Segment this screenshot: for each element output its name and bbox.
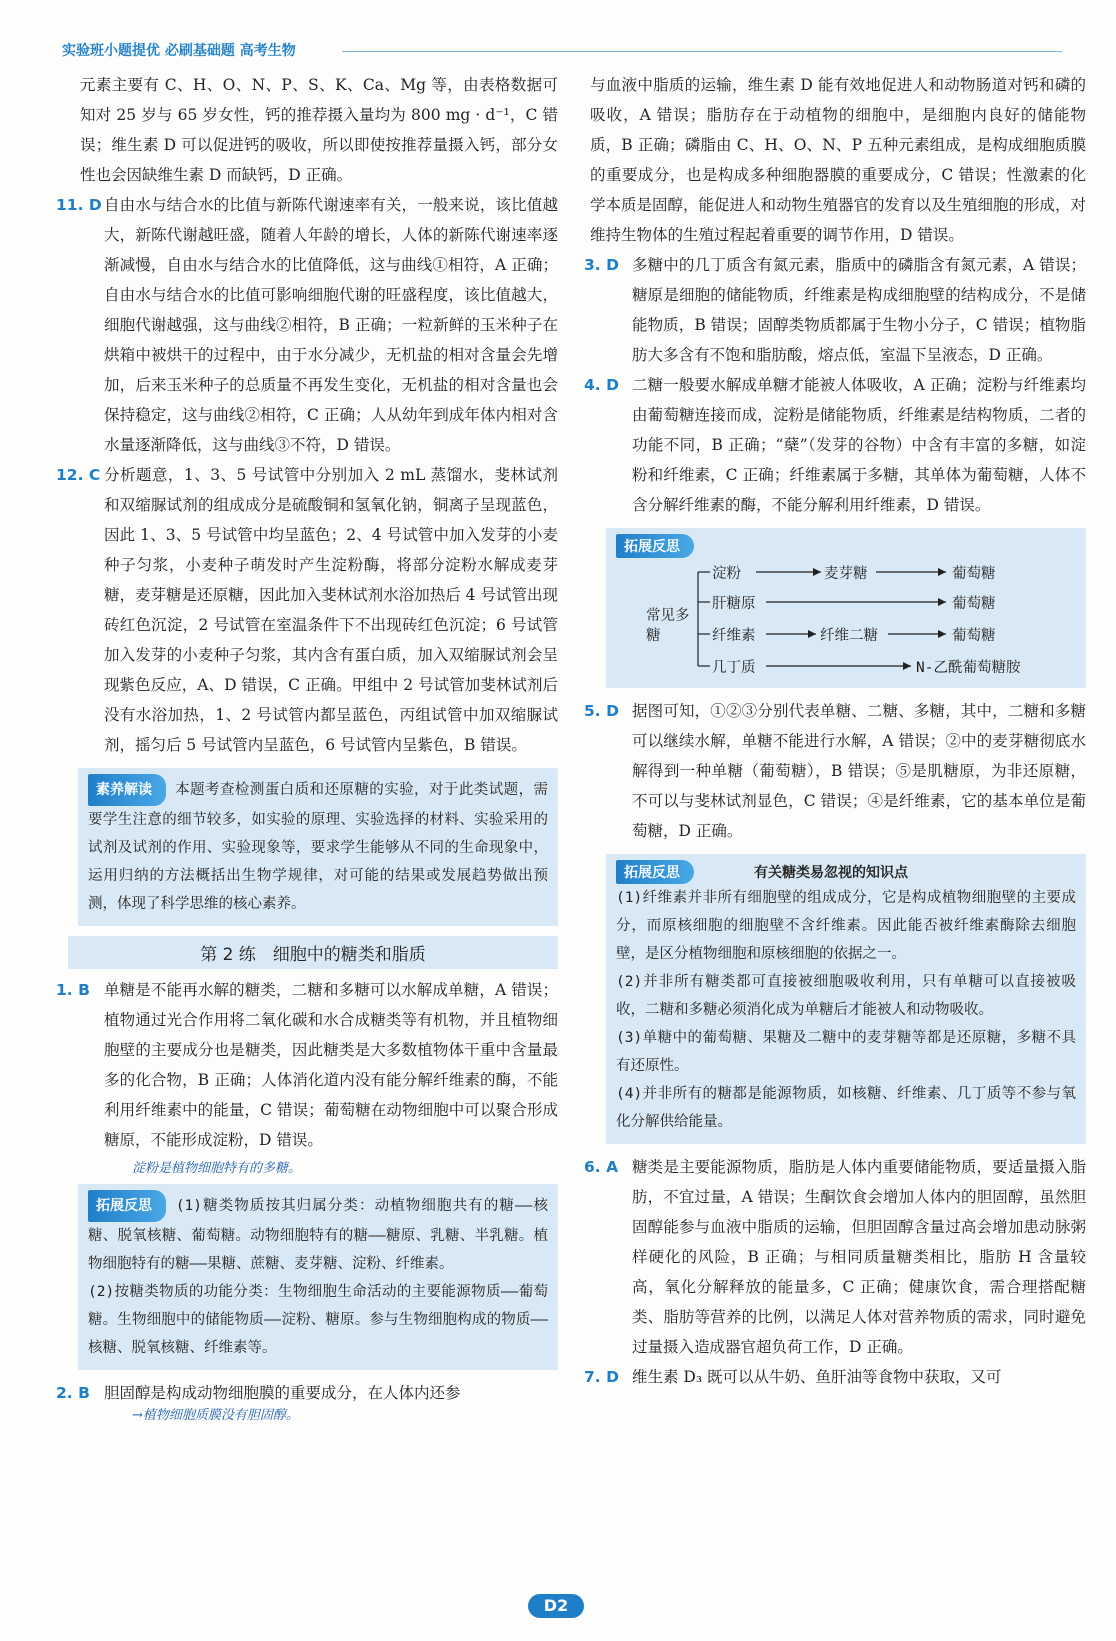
answer-number: 3. D xyxy=(584,256,619,274)
right-column xyxy=(584,70,1087,1392)
continuation-text: 与血液中脂质的运输，维生素 D 能有效地促进人和动物肠道对钙和磷的吸收，A 错误；脂肪存在于动植物的细胞中，是细胞内良好的储能物质，B 正确；磷脂由 C、H、O、N、P 五种元素组成，是构成细胞质膜的重要成分，也是构成多种细胞器膜的重要成分，C 错误；性激素的化学本质是固醇，能促进人和动物生殖器官的发育以及生殖细胞的形成，对维持生物体的生殖过程起着重要的调节作用，D 错误。 xyxy=(590,76,1087,244)
diagram-node: 肝糖原 xyxy=(712,596,756,612)
literacy-box xyxy=(78,768,558,926)
extension-box-sugars xyxy=(606,854,1086,1144)
answer-number: 2. B xyxy=(56,1384,90,1402)
box-text: (1)纤维素并非所有细胞壁的组成成分，它是构成植物细胞壁的主要成分，而原核细胞的细胞壁不含纤维素。因此能否被纤维素酶除去细胞壁，是区分植物细胞和原核细胞的依据之一。 xyxy=(616,890,1076,962)
answer-c4 xyxy=(584,370,1086,520)
diagram-node: N-乙酰葡萄糖胺 xyxy=(916,660,1021,676)
box-tag: 拓展反思 xyxy=(88,1190,166,1222)
answer-b1 xyxy=(56,975,558,1155)
left-column xyxy=(56,70,558,1429)
header-title: 实验班小题提优 必刷基础题 高考生物 xyxy=(62,43,296,59)
handwritten-note: →植物细胞质膜没有胆固醇。 xyxy=(132,1408,299,1423)
extension-box xyxy=(78,1184,558,1370)
answer-text: 分析题意，1、3、5 号试管中分别加入 2 mL 蒸馏水，斐林试剂和双缩脲试剂的组成成分是硫酸铜和氢氧化钠，铜离子呈现蓝色，因此 1、3、5 号试管中均呈蓝色；2、4 号试管中加入发芽的小麦种子匀浆，小麦种子萌发时产生淀粉酶，将部分淀粉水解成麦芽糖，麦芽糖是还原糖，因此加入斐林试剂水浴加热后 4 号试管出现砖红色沉淀，2 号试管在室温条件下不出现砖红色沉淀；6 号试管加入发芽的小麦种子匀浆，其内含有蛋白质，加入双缩脲试剂会呈现紫色反应，A、D 错误，C 正确。甲组中 2 号试管加斐林试剂后没有水浴加热，1、2 号试管内都呈蓝色，丙组试管中加双缩脲试剂，摇匀后 5 号试管内呈蓝色，6 号试管内呈紫色，B 错误。 xyxy=(104,466,558,754)
header-rule xyxy=(342,51,1062,52)
answer-number: 5. D xyxy=(584,702,619,720)
diagram-root: 常见多糖 xyxy=(646,608,690,644)
section-title: 第 2 练 细胞中的糖类和脂质 xyxy=(68,936,558,969)
answer-c6 xyxy=(584,1152,1086,1362)
answer-number: 4. D xyxy=(584,376,619,394)
answer-number: 12. C xyxy=(56,466,101,484)
diagram-node: 葡萄糖 xyxy=(952,628,996,644)
box-text: (2)按糖类物质的功能分类：生物细胞生命活动的主要能源物质——葡萄糖。生物细胞中的储能物质——淀粉、糖原。参与生物细胞构成的物质——核糖、脱氧核糖、纤维素等。 xyxy=(88,1284,548,1356)
box-tag: 拓展反思 xyxy=(616,534,694,558)
box-text: (1)糖类物质按其归属分类：动植物细胞共有的糖——核糖、脱氧核糖、葡萄糖。动物细胞特有的糖——糖原、乳糖、半乳糖。植物细胞特有的糖——果糖、蔗糖、麦芽糖、淀粉、纤维素。 xyxy=(88,1198,548,1272)
answer-text: 二糖一般要水解成单糖才能被人体吸收，A 正确；淀粉与纤维素均由葡萄糖连接而成，淀粉是储能物质，纤维素是结构物质，二者的功能不同，B 正确；“蘖”（发芽的谷物）中含有丰富的多糖，如淀粉和纤维素，C 正确；纤维素属于多糖，其单体为葡萄糖，人体不含分解纤维素的酶，不能分解利用纤维素，D 错误。 xyxy=(632,376,1086,514)
answer-text: 自由水与结合水的比值与新陈代谢速率有关，一般来说，该比值越大，新陈代谢越旺盛，随着人年龄的增长，人体的新陈代谢速率逐渐减慢，自由水与结合水的比值降低，这与曲线①相符，A 正确；自由水与结合水的比值可影响细胞代谢的旺盛程度，该比值越大，细胞代谢越强，这与曲线②相符，B 正确；一粒新鲜的玉米种子在烘箱中被烘干的过程中，由于水分减少，无机盐的相对含量会先增加，后来玉米种子的总质量不再发生变化，无机盐的相对含量也会保持稳定，这与曲线②相符，C 正确；人从幼年到成年体内相对含水量逐渐降低，这与曲线③不符，D 错误。 xyxy=(104,196,558,454)
box-text: (2)并非所有糖类都可直接被细胞吸收利用，只有单糖可以直接被吸收，二糖和多糖必须消化成为单糖后才能被人和动物吸收。 xyxy=(616,974,1076,1018)
answer-text: 多糖中的几丁质含有氮元素，脂质中的磷脂含有氮元素，A 错误；糖原是细胞的储能物质，纤维素是构成细胞壁的结构成分，不是储能物质，B 错误；固醇类物质都属于生物小分子，C 错误；植物脂肪大多含有不饱和脂肪酸，熔点低，室温下呈液态，D 正确。 xyxy=(632,256,1086,364)
answer-text: 据图可知，①②③分别代表单糖、二糖、多糖，其中，二糖和多糖可以继续水解，单糖不能进行水解，A 错误；②中的麦芽糖彻底水解得到一种单糖（葡萄糖），B 错误；⑤是肌糖原，为非还原糖，不可以与斐林试剂显色，C 错误；④是纤维素，它的基本单位是葡萄糖，D 正确。 xyxy=(632,702,1086,840)
page-header xyxy=(62,40,1062,60)
diagram-node: 淀粉 xyxy=(712,566,741,582)
box-text: (4)并非所有的糖都是能源物质，如核糖、纤维素、几丁质等不参与氧化分解供给能量。 xyxy=(616,1086,1076,1130)
answer-b2 xyxy=(56,1378,558,1408)
diagram-node: 几丁质 xyxy=(712,660,756,676)
handwritten-note: 淀粉是植物细胞特有的多糖。 xyxy=(132,1161,302,1176)
box-tag: 素养解读 xyxy=(88,774,166,806)
box-title: 有关糖类易忽视的知识点 xyxy=(754,865,908,881)
answer-11 xyxy=(56,190,558,460)
answer-text: 糖类是主要能源物质，脂肪是人体内重要储能物质，要适量摄入脂肪，不宜过量，A 错误；生酮饮食会增加人体内的胆固醇，虽然胆固醇能参与血液中脂质的运输，但胆固醇含量过高会增加患动脉粥样硬化的风险，B 正确；与相同质量糖类相比，脂肪 H 含量较高，氧化分解释放的能量多，C 正确；健康饮食，需合理搭配糖类、脂肪等营养的比例，以满足人体对营养物质的需求，同时避免过量摄入造成器官超负荷工作，D 正确。 xyxy=(632,1158,1086,1356)
answer-c5 xyxy=(584,696,1086,846)
diagram-node: 葡萄糖 xyxy=(952,566,996,582)
continuation-text: 元素主要有 C、H、O、N、P、S、K、Ca、Mg 等，由表格数据可知对 25 岁与 65 岁女性，钙的推荐摄入量均为 800 mg · d⁻¹，C 错误；维生素 D 可以促进钙的吸收，所以即使按推荐量摄入钙，部分女性也会因缺维生素 D 而缺钙，D 正确。 xyxy=(80,76,558,184)
answer-c7 xyxy=(584,1362,1086,1392)
answer-number: 6. A xyxy=(584,1158,619,1176)
box-tag: 拓展反思 xyxy=(616,860,694,884)
diagram-node: 纤维素 xyxy=(712,628,756,644)
diagram-node: 葡萄糖 xyxy=(952,596,996,612)
answer-number: 1. B xyxy=(56,981,90,999)
answer-text: 胆固醇是构成动物细胞膜的重要成分，在人体内还参 xyxy=(104,1384,461,1402)
answer-text: 维生素 D₃ 既可以从牛奶、鱼肝油等食物中获取，又可 xyxy=(632,1368,1002,1386)
answer-c3 xyxy=(584,250,1086,370)
polysaccharide-diagram-box xyxy=(606,528,1086,688)
page-number: D2 xyxy=(528,1594,584,1618)
polysaccharide-diagram xyxy=(616,562,1076,680)
answer-number: 7. D xyxy=(584,1368,619,1386)
answer-12 xyxy=(56,460,558,760)
box-text: (3)单糖中的葡萄糖、果糖及二糖中的麦芽糖等都是还原糖，多糖不具有还原性。 xyxy=(616,1030,1076,1074)
answer-text: 单糖是不能再水解的糖类，二糖和多糖可以水解成单糖，A 错误；植物通过光合作用将二氧化碳和水合成糖类等有机物，并且植物细胞壁的主要成分也是糖类，因此糖类是大多数植物体干重中含量最多的化合物，B 正确；人体消化道内没有能分解纤维素的酶，不能利用纤维素中的能量，C 错误；葡萄糖在动物细胞中可以聚合形成糖原，不能形成淀粉，D 错误。 xyxy=(104,981,558,1149)
answer-number: 11. D xyxy=(56,196,102,214)
diagram-node: 麦芽糖 xyxy=(824,566,868,582)
box-text: 本题考查检测蛋白质和还原糖的实验，对于此类试题，需要学生注意的细节较多，如实验的原理、实验选择的材料、实验采用的试剂及试剂的作用、实验现象等，要求学生能够从不同的生命现象中，运用归纳的方法概括出生物学规律，对可能的结果或发展趋势做出预测，体现了科学思维的核心素养。 xyxy=(88,782,549,912)
diagram-node: 纤维二糖 xyxy=(820,628,878,644)
